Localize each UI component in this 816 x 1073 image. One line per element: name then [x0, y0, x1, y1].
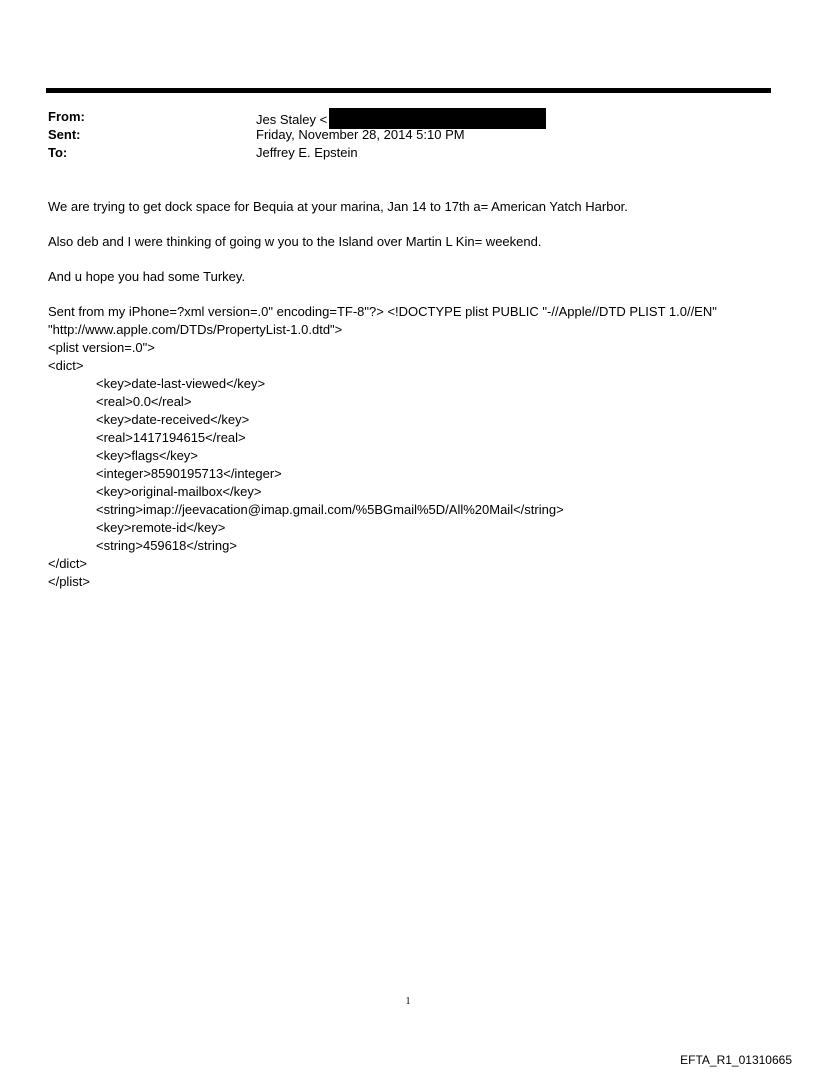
plist-line: <real>1417194615</real>: [96, 430, 246, 445]
plist-line: <string>459618</string>: [96, 538, 237, 553]
plist-line: <key>remote-id</key>: [96, 520, 226, 535]
plist-line: <key>original-mailbox</key>: [96, 484, 262, 499]
plist-line: <integer>8590195713</integer>: [96, 466, 282, 481]
closing-line: </plist>: [48, 574, 90, 589]
signature-line: Sent from my iPhone=?xml version=.0" encoding=TF-8"?> <!DOCTYPE plist PUBLIC "-//Apple//DTD PLIST 1.0//EN": [48, 304, 717, 319]
signature-line: "http://www.apple.com/DTDs/PropertyList-1.0.dtd">: [48, 322, 343, 337]
email-body: [48, 198, 788, 591]
sent-value: Friday, November 28, 2014 5:10 PM: [256, 127, 465, 142]
email-header: [48, 108, 748, 162]
to-row: [48, 144, 748, 162]
plist-line: <key>date-last-viewed</key>: [96, 376, 266, 391]
page-number: 1: [405, 996, 411, 1007]
signature-line: <dict>: [48, 358, 84, 373]
header-divider: [46, 88, 771, 93]
plist-line: <real>0.0</real>: [96, 394, 192, 409]
body-paragraph: Also deb and I were thinking of going w you to the Island over Martin L Kin= weekend.: [48, 234, 542, 249]
from-name: Jes Staley <: [256, 112, 328, 127]
document-id: EFTA_R1_01310665: [680, 1053, 792, 1067]
sent-label: Sent:: [48, 127, 81, 142]
to-label: To:: [48, 145, 68, 160]
signature-block: [48, 303, 788, 375]
body-paragraph: We are trying to get dock space for Bequia at your marina, Jan 14 to 17th a= American Yatch Harbor.: [48, 199, 628, 214]
to-value: Jeffrey E. Epstein: [256, 145, 358, 160]
sent-row: [48, 126, 748, 144]
closing-line: </dict>: [48, 556, 88, 571]
plist-line: <string>imap://jeevacation@imap.gmail.com/%5BGmail%5D/All%20Mail</string>: [96, 502, 564, 517]
signature-line: <plist version=.0">: [48, 340, 155, 355]
closing-block: [48, 555, 788, 591]
plist-entries: [48, 375, 788, 555]
from-row: [48, 108, 748, 126]
body-paragraph: And u hope you had some Turkey.: [48, 269, 246, 284]
plist-line: <key>date-received</key>: [96, 412, 250, 427]
plist-line: <key>flags</key>: [96, 448, 198, 463]
from-label: From:: [48, 109, 85, 124]
